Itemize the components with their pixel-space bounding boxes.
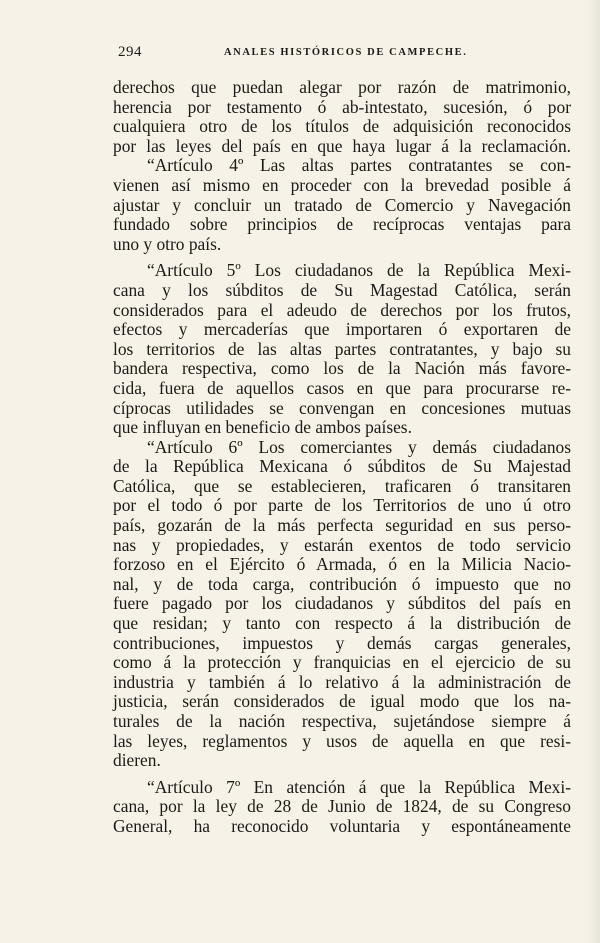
body-text: [113, 78, 571, 837]
text-line: derechos que puedan alegar por razón de matrimonio,: [113, 77, 571, 97]
text-line: turales de la nación respectiva, sujetándose siempre á: [113, 711, 571, 731]
page-header: [118, 44, 578, 68]
text-line: por el todo ó por parte de los Territorios de uno ú otro: [113, 495, 571, 516]
text-line: fuere pagado por los ciudadanos y súbditos del país en: [113, 593, 571, 614]
text-line: Católica, que se establecieren, traficaren ó transitaren: [113, 475, 571, 496]
text-line: como á la protección y franquicias en el ejercicio de su: [113, 652, 571, 673]
text-line: los territorios de las altas partes contratantes, y bajo su: [113, 338, 571, 359]
page-edge-shadow: [586, 0, 600, 943]
text-line: justicia, serán considerados de igual modo que los na-: [113, 691, 571, 712]
text-line: país, gozarán de la más perfecta seguridad en sus perso-: [113, 515, 571, 536]
running-title: ANALES HISTÓRICOS DE CAMPECHE.: [224, 47, 468, 58]
text-line: que influyan en beneficio de ambos países.: [113, 417, 412, 438]
text-line: cida, fuera de aquellos casos en que para procurarse re-: [113, 377, 571, 398]
text-line: “Artículo 7º En atención á que la República Mexi-: [147, 776, 571, 797]
text-line: efectos y mercaderías que importaren ó exportaren de: [113, 319, 571, 340]
text-line: cana y los súbditos de Su Magestad Católica, serán: [113, 279, 571, 300]
text-line: “Artículo 6º Los comerciantes y demás ciudadanos: [147, 436, 571, 457]
text-line: fundado sobre principios de recíprocas ventajas para: [113, 214, 571, 235]
text-line: dieren.: [113, 750, 161, 771]
text-line: nal, y de toda carga, contribución ó impuesto que no: [113, 573, 571, 594]
text-line: contribuciones, impuestos y demás cargas generales,: [113, 632, 571, 653]
text-line: herencia por testamento ó ab-intestato, sucesión, ó por: [113, 96, 571, 117]
text-line: General, ha reconocido voluntaria y espontáneamente: [113, 815, 571, 836]
text-line: cualquiera otro de los títulos de adquisición reconocidos: [113, 116, 571, 137]
text-line: ajustar y concluir un tratado de Comercio y Navegación: [113, 194, 571, 215]
text-line: uno y otro país.: [113, 233, 222, 254]
text-line: bandera respectiva, como los de la Nación más favore-: [113, 358, 571, 379]
text-line: cana, por la ley de 28 de Junio de 1824, de su Congreso: [113, 796, 571, 817]
text-line: considerados para el adeudo de derechos por los frutos,: [113, 299, 571, 320]
text-line: “Artículo 5º Los ciudadanos de la República Mexi-: [147, 260, 571, 281]
text-line: las leyes, reglamentos y usos de aquella en que resi-: [113, 730, 571, 751]
text-line: nas y propiedades, y estarán exentos de todo servicio: [113, 534, 571, 555]
text-line: vienen así mismo en proceder con la brevedad posible á: [113, 174, 571, 195]
text-line: cíprocas utilidades se convengan en concesiones mutuas: [113, 397, 571, 418]
text-line: por las leyes del país en que haya lugar á la reclamación.: [113, 135, 571, 156]
text-line: de la República Mexicana ó súbditos de Su Majestad: [113, 456, 571, 477]
text-line: forzoso en el Ejército ó Armada, ó en la Milicia Nacio-: [113, 554, 571, 575]
text-line: “Artículo 4º Las altas partes contratantes se con-: [147, 155, 571, 176]
text-line: que residan; y tanto con respecto á la distribución de: [113, 613, 571, 634]
text-line: industria y también á lo relativo á la administración de: [113, 671, 571, 692]
page-number: 294: [118, 44, 142, 60]
